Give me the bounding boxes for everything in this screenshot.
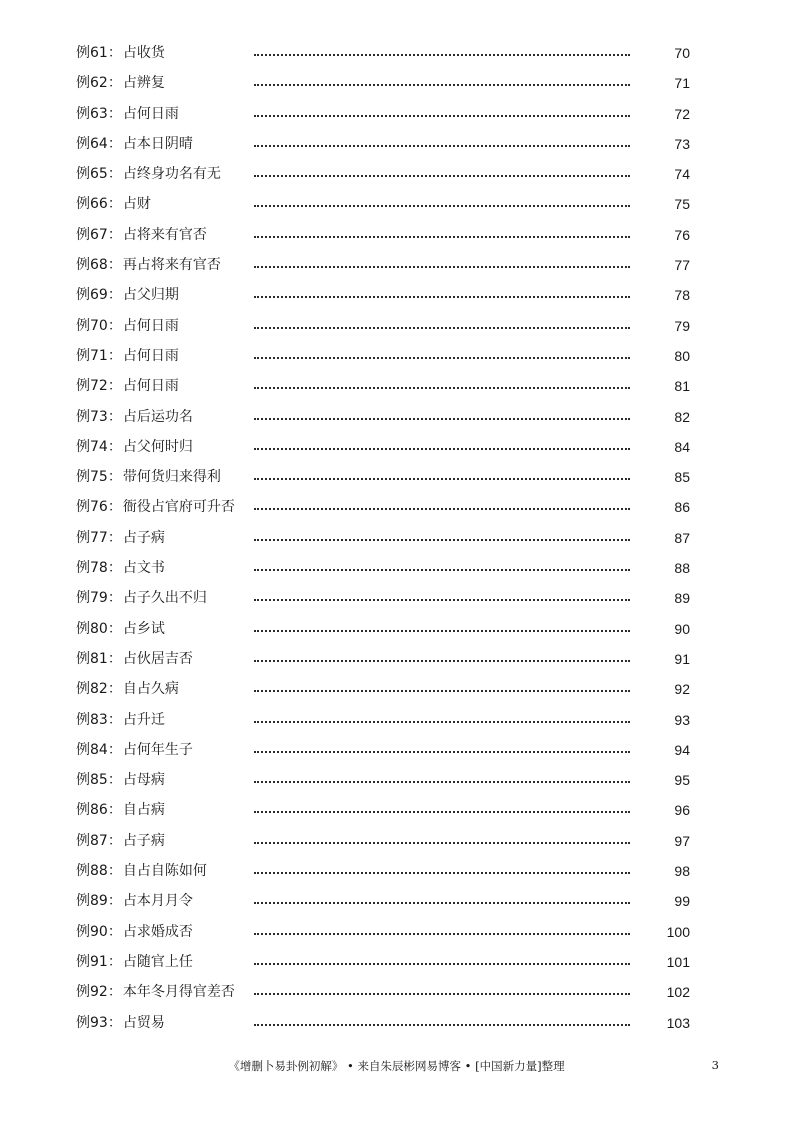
toc-entry-title: 占何日雨 [122, 317, 179, 334]
toc-entry-prefix: 例 [76, 257, 90, 274]
toc-entry-title: 占辨复 [122, 75, 165, 92]
toc-entry-number: 82 [90, 681, 108, 698]
toc-entry[interactable] [76, 371, 716, 401]
toc-dot-leader [254, 115, 630, 117]
toc-entry-title: 占何日雨 [122, 105, 179, 122]
toc-entry-title: 占本日阴晴 [122, 135, 193, 152]
toc-entry-title: 占收货 [122, 45, 165, 61]
toc-entry-title: 占财 [122, 196, 151, 213]
toc-dot-leader [254, 902, 630, 904]
toc-entry-label [76, 492, 235, 522]
toc-entry-separator: ： [107, 893, 122, 910]
toc-entry-page-number: 100 [666, 923, 690, 940]
toc-entry-title: 占子病 [122, 529, 165, 546]
toc-dot-leader [254, 508, 630, 510]
toc-entry-label [76, 159, 221, 189]
toc-entry-label [76, 705, 165, 735]
toc-dot-leader [254, 54, 630, 56]
toc-entry-page-number: 87 [674, 529, 690, 546]
toc-entry[interactable] [76, 523, 716, 553]
toc-entry-prefix: 例 [76, 893, 90, 910]
toc-entry-prefix: 例 [76, 438, 90, 455]
toc-entry-title: 占本月月令 [122, 893, 193, 910]
toc-entry-prefix: 例 [76, 650, 90, 667]
toc-dot-leader [254, 418, 630, 420]
toc-entry-page-number: 78 [674, 287, 690, 304]
toc-entry-label [76, 644, 193, 674]
toc-entry[interactable] [76, 99, 716, 129]
toc-entry-number: 85 [90, 772, 108, 789]
toc-entry-label [76, 311, 179, 341]
toc-entry[interactable] [76, 341, 716, 371]
toc-entry-prefix: 例 [76, 317, 90, 334]
toc-entry-prefix: 例 [76, 984, 90, 1001]
toc-entry-title: 占后运功名 [122, 408, 193, 425]
toc-entry-label [76, 826, 165, 856]
toc-dot-leader [254, 448, 630, 450]
toc-entry-number: 75 [90, 469, 108, 486]
toc-entry-page-number: 89 [674, 590, 690, 607]
toc-entry-prefix: 例 [76, 166, 90, 183]
toc-entry-separator: ： [107, 378, 122, 395]
toc-entry-number: 61 [90, 45, 108, 61]
toc-entry-title: 占子久出不归 [122, 590, 207, 607]
toc-dot-leader [254, 933, 630, 935]
toc-entry-separator: ： [107, 135, 122, 152]
toc-entry-page-number: 86 [674, 499, 690, 516]
toc-entry-page-number: 97 [674, 832, 690, 849]
toc-entry-prefix: 例 [76, 196, 90, 213]
toc-entry-label [76, 553, 165, 583]
toc-entry[interactable] [76, 735, 716, 765]
toc-entry[interactable] [76, 886, 716, 916]
toc-dot-leader [254, 539, 630, 541]
toc-entry-label [76, 220, 207, 250]
toc-entry[interactable] [76, 705, 716, 735]
toc-entry-separator: ： [107, 226, 122, 243]
toc-entry-label [76, 38, 165, 68]
toc-entry-prefix: 例 [76, 560, 90, 577]
toc-entry-number: 81 [90, 650, 108, 667]
toc-entry-title: 占何日雨 [122, 378, 179, 395]
toc-entry-page-number: 80 [674, 347, 690, 364]
toc-entry-title: 占父归期 [122, 287, 179, 304]
toc-entry-page-number: 71 [674, 75, 690, 92]
toc-entry-label [76, 189, 151, 219]
toc-entry-page-number: 91 [674, 650, 690, 667]
toc-dot-leader [254, 175, 630, 177]
toc-entry-title: 占文书 [122, 560, 165, 577]
toc-entry-separator: ： [107, 863, 122, 880]
toc-entry-page-number: 92 [674, 681, 690, 698]
toc-entry-label [76, 432, 193, 462]
toc-entry[interactable] [76, 432, 716, 462]
toc-entry-label [76, 462, 221, 492]
toc-entry-title: 占母病 [122, 772, 165, 789]
toc-entry-page-number: 85 [674, 469, 690, 486]
toc-entry-separator: ： [107, 257, 122, 274]
toc-entry-prefix: 例 [76, 45, 90, 61]
toc-entry-page-number: 75 [674, 196, 690, 213]
toc-entry-label [76, 99, 179, 129]
toc-dot-leader [254, 660, 630, 662]
toc-entry[interactable] [76, 462, 716, 492]
toc-entry-number: 73 [90, 408, 108, 425]
toc-entry-prefix: 例 [76, 681, 90, 698]
toc-entry[interactable] [76, 977, 716, 1007]
toc-entry-prefix: 例 [76, 499, 90, 516]
toc-entry-separator: ： [107, 772, 122, 789]
toc-entry-label [76, 795, 165, 825]
toc-entry-separator: ： [107, 469, 122, 486]
toc-entry[interactable] [76, 492, 716, 522]
toc-entry-number: 83 [90, 711, 108, 728]
toc-entry[interactable] [76, 159, 716, 189]
toc-entry-title: 占贸易 [122, 1014, 165, 1031]
toc-entry-page-number: 99 [674, 893, 690, 910]
toc-entry-separator: ： [107, 196, 122, 213]
toc-entry-title: 再占将来有官否 [122, 257, 221, 274]
toc-entry-page-number: 70 [674, 45, 690, 61]
toc-entry-prefix: 例 [76, 105, 90, 122]
toc-dot-leader [254, 751, 630, 753]
toc-entry-separator: ： [107, 438, 122, 455]
toc-dot-leader [254, 236, 630, 238]
toc-entry-label [76, 523, 165, 553]
toc-entry-title: 占终身功名有无 [122, 166, 221, 183]
toc-entry-prefix: 例 [76, 226, 90, 243]
toc-entry-number: 66 [90, 196, 108, 213]
toc-dot-leader [254, 1024, 630, 1026]
toc-entry-title: 占将来有官否 [122, 226, 207, 243]
toc-entry-number: 87 [90, 832, 108, 849]
toc-entry-prefix: 例 [76, 741, 90, 758]
toc-entry-title: 占伙居吉否 [122, 650, 193, 667]
toc-entry[interactable] [76, 947, 716, 977]
toc-entry-separator: ： [107, 75, 122, 92]
toc-entry[interactable] [76, 583, 716, 613]
toc-entry-separator: ： [107, 832, 122, 849]
toc-entry-prefix: 例 [76, 832, 90, 849]
toc-entry-page-number: 88 [674, 560, 690, 577]
toc-entry-title: 占何日雨 [122, 347, 179, 364]
toc-entry[interactable] [76, 250, 716, 280]
toc-entry-number: 65 [90, 166, 108, 183]
toc-entry-separator: ： [107, 529, 122, 546]
toc-entry-page-number: 76 [674, 226, 690, 243]
toc-entry-page-number: 79 [674, 317, 690, 334]
toc-entry-prefix: 例 [76, 590, 90, 607]
toc-entry-label [76, 280, 179, 310]
toc-entry-separator: ： [107, 105, 122, 122]
toc-dot-leader [254, 630, 630, 632]
toc-entry-separator: ： [107, 45, 122, 61]
toc-entry-number: 76 [90, 499, 108, 516]
toc-dot-leader [254, 811, 630, 813]
toc-entry-number: 74 [90, 438, 108, 455]
toc-entry-number: 91 [90, 953, 108, 970]
toc-entry[interactable] [76, 1008, 716, 1038]
toc-entry-prefix: 例 [76, 1014, 90, 1031]
toc-dot-leader [254, 145, 630, 147]
toc-entry[interactable] [76, 68, 716, 98]
footer-page-number: 3 [711, 1058, 719, 1072]
toc-entry-label [76, 614, 165, 644]
toc-entry-title: 占乡试 [122, 620, 165, 637]
toc-entry-label [76, 765, 165, 795]
toc-entry-page-number: 95 [674, 772, 690, 789]
toc-entry-separator: ： [107, 681, 122, 698]
toc-entry[interactable] [76, 674, 716, 704]
toc-entry-title: 占何年生子 [122, 741, 193, 758]
toc-entry-title: 本年冬月得官差否 [122, 984, 235, 1001]
toc-entry-label [76, 674, 179, 704]
toc-entry-number: 70 [90, 317, 108, 334]
toc-dot-leader [254, 963, 630, 965]
toc-entry-number: 92 [90, 984, 108, 1001]
toc-entry-prefix: 例 [76, 347, 90, 364]
toc-entry-page-number: 90 [674, 620, 690, 637]
toc-entry-prefix: 例 [76, 287, 90, 304]
toc-dot-leader [254, 327, 630, 329]
toc-entry-number: 63 [90, 105, 108, 122]
toc-entry-page-number: 73 [674, 135, 690, 152]
toc-entry-separator: ： [107, 408, 122, 425]
toc-entry-number: 90 [90, 923, 108, 940]
toc-entry-separator: ： [107, 953, 122, 970]
toc-entry-label [76, 583, 207, 613]
toc-entry-number: 69 [90, 287, 108, 304]
toc-dot-leader [254, 296, 630, 298]
toc-dot-leader [254, 84, 630, 86]
toc-entry-page-number: 103 [666, 1014, 690, 1031]
toc-entry-title: 衙役占官府可升否 [122, 499, 235, 516]
toc-entry[interactable] [76, 795, 716, 825]
toc-entry-prefix: 例 [76, 620, 90, 637]
toc-entry-label [76, 886, 193, 916]
toc-entry-title: 占升迁 [122, 711, 165, 728]
toc-entry-separator: ： [107, 741, 122, 758]
toc-entry-page-number: 72 [674, 105, 690, 122]
toc-entry-number: 86 [90, 802, 108, 819]
toc-entry-number: 77 [90, 529, 108, 546]
toc-entry-separator: ： [107, 802, 122, 819]
toc-entry-prefix: 例 [76, 802, 90, 819]
toc-entry[interactable] [76, 38, 716, 68]
toc-entry-number: 93 [90, 1014, 108, 1031]
toc-entry-page-number: 101 [666, 953, 690, 970]
toc-dot-leader [254, 478, 630, 480]
toc-entry-label [76, 917, 193, 947]
toc-entry-separator: ： [107, 711, 122, 728]
toc-entry[interactable] [76, 826, 716, 856]
footer-text: 《增删卜易卦例初解》 • 来自朱辰彬网易博客 • [中国新力量]整理 [228, 1059, 565, 1073]
toc-dot-leader [254, 690, 630, 692]
toc-entry-page-number: 81 [674, 378, 690, 395]
toc-dot-leader [254, 842, 630, 844]
toc-entry[interactable] [76, 129, 716, 159]
toc-dot-leader [254, 387, 630, 389]
toc-entry-title: 自占自陈如何 [122, 863, 207, 880]
toc-entry-title: 带何货归来得利 [122, 469, 221, 486]
toc-entry-page-number: 98 [674, 863, 690, 880]
toc-entry-title: 自占病 [122, 802, 165, 819]
toc-dot-leader [254, 357, 630, 359]
toc-entry-number: 68 [90, 257, 108, 274]
toc-dot-leader [254, 599, 630, 601]
toc-entry-page-number: 77 [674, 257, 690, 274]
toc-entry-label [76, 371, 179, 401]
toc-entry-number: 71 [90, 347, 108, 364]
toc-entry-page-number: 84 [674, 438, 690, 455]
toc-entry-prefix: 例 [76, 711, 90, 728]
toc-entry-label [76, 68, 165, 98]
toc-entry-separator: ： [107, 923, 122, 940]
toc-entry[interactable] [76, 553, 716, 583]
toc-entry-number: 62 [90, 75, 108, 92]
toc-entry[interactable] [76, 856, 716, 886]
toc-entry-label [76, 402, 193, 432]
toc-entry-page-number: 93 [674, 711, 690, 728]
toc-entry-number: 64 [90, 135, 108, 152]
toc-entry-page-number: 74 [674, 166, 690, 183]
toc-entry-page-number: 82 [674, 408, 690, 425]
toc-entry-separator: ： [107, 317, 122, 334]
toc-dot-leader [254, 205, 630, 207]
toc-entry-number: 88 [90, 863, 108, 880]
toc-entry-label [76, 977, 235, 1007]
toc-entry-separator: ： [107, 287, 122, 304]
toc-entry-prefix: 例 [76, 135, 90, 152]
toc-entry[interactable] [76, 402, 716, 432]
toc-entry[interactable] [76, 280, 716, 310]
page-footer [0, 1056, 793, 1076]
toc-dot-leader [254, 569, 630, 571]
toc-entry-separator: ： [107, 166, 122, 183]
toc-entry[interactable] [76, 189, 716, 219]
toc-dot-leader [254, 266, 630, 268]
toc-entry-title: 占求婚成否 [122, 923, 193, 940]
toc-entry[interactable] [76, 644, 716, 674]
toc-dot-leader [254, 872, 630, 874]
toc-entry-number: 80 [90, 620, 108, 637]
toc-entry[interactable] [76, 614, 716, 644]
toc-entry-prefix: 例 [76, 863, 90, 880]
toc-entry-number: 72 [90, 378, 108, 395]
toc-entry[interactable] [76, 220, 716, 250]
toc-entry-number: 79 [90, 590, 108, 607]
toc-entry-prefix: 例 [76, 469, 90, 486]
toc-entry-prefix: 例 [76, 529, 90, 546]
toc-entry-label [76, 947, 193, 977]
toc-entry[interactable] [76, 765, 716, 795]
toc-entry[interactable] [76, 917, 716, 947]
toc-entry-label [76, 129, 193, 159]
toc-entry-separator: ： [107, 560, 122, 577]
toc-entry-title: 自占久病 [122, 681, 179, 698]
toc-entry-separator: ： [107, 499, 122, 516]
toc-entry-prefix: 例 [76, 772, 90, 789]
toc-entry-label [76, 856, 207, 886]
toc-entry-separator: ： [107, 1014, 122, 1031]
toc-entry-number: 89 [90, 893, 108, 910]
toc-entry-number: 84 [90, 741, 108, 758]
toc-entry-number: 78 [90, 560, 108, 577]
toc-entry-page-number: 96 [674, 802, 690, 819]
toc-entry-prefix: 例 [76, 75, 90, 92]
toc-entry[interactable] [76, 311, 716, 341]
toc-entry-title: 占子病 [122, 832, 165, 849]
toc-entry-title: 占随官上任 [122, 953, 193, 970]
toc-entry-separator: ： [107, 984, 122, 1001]
toc-entry-title: 占父何时归 [122, 438, 193, 455]
toc-entry-separator: ： [107, 650, 122, 667]
toc-entry-separator: ： [107, 620, 122, 637]
table-of-contents [76, 38, 716, 1038]
toc-entry-separator: ： [107, 590, 122, 607]
toc-dot-leader [254, 721, 630, 723]
toc-entry-separator: ： [107, 347, 122, 364]
toc-entry-number: 67 [90, 226, 108, 243]
toc-dot-leader [254, 993, 630, 995]
toc-entry-prefix: 例 [76, 408, 90, 425]
toc-entry-label [76, 735, 193, 765]
toc-entry-label [76, 341, 179, 371]
toc-entry-label [76, 250, 221, 280]
toc-dot-leader [254, 781, 630, 783]
toc-entry-page-number: 94 [674, 741, 690, 758]
toc-entry-prefix: 例 [76, 923, 90, 940]
toc-entry-prefix: 例 [76, 953, 90, 970]
toc-entry-page-number: 102 [666, 984, 690, 1001]
toc-entry-prefix: 例 [76, 378, 90, 395]
toc-entry-label [76, 1008, 165, 1038]
